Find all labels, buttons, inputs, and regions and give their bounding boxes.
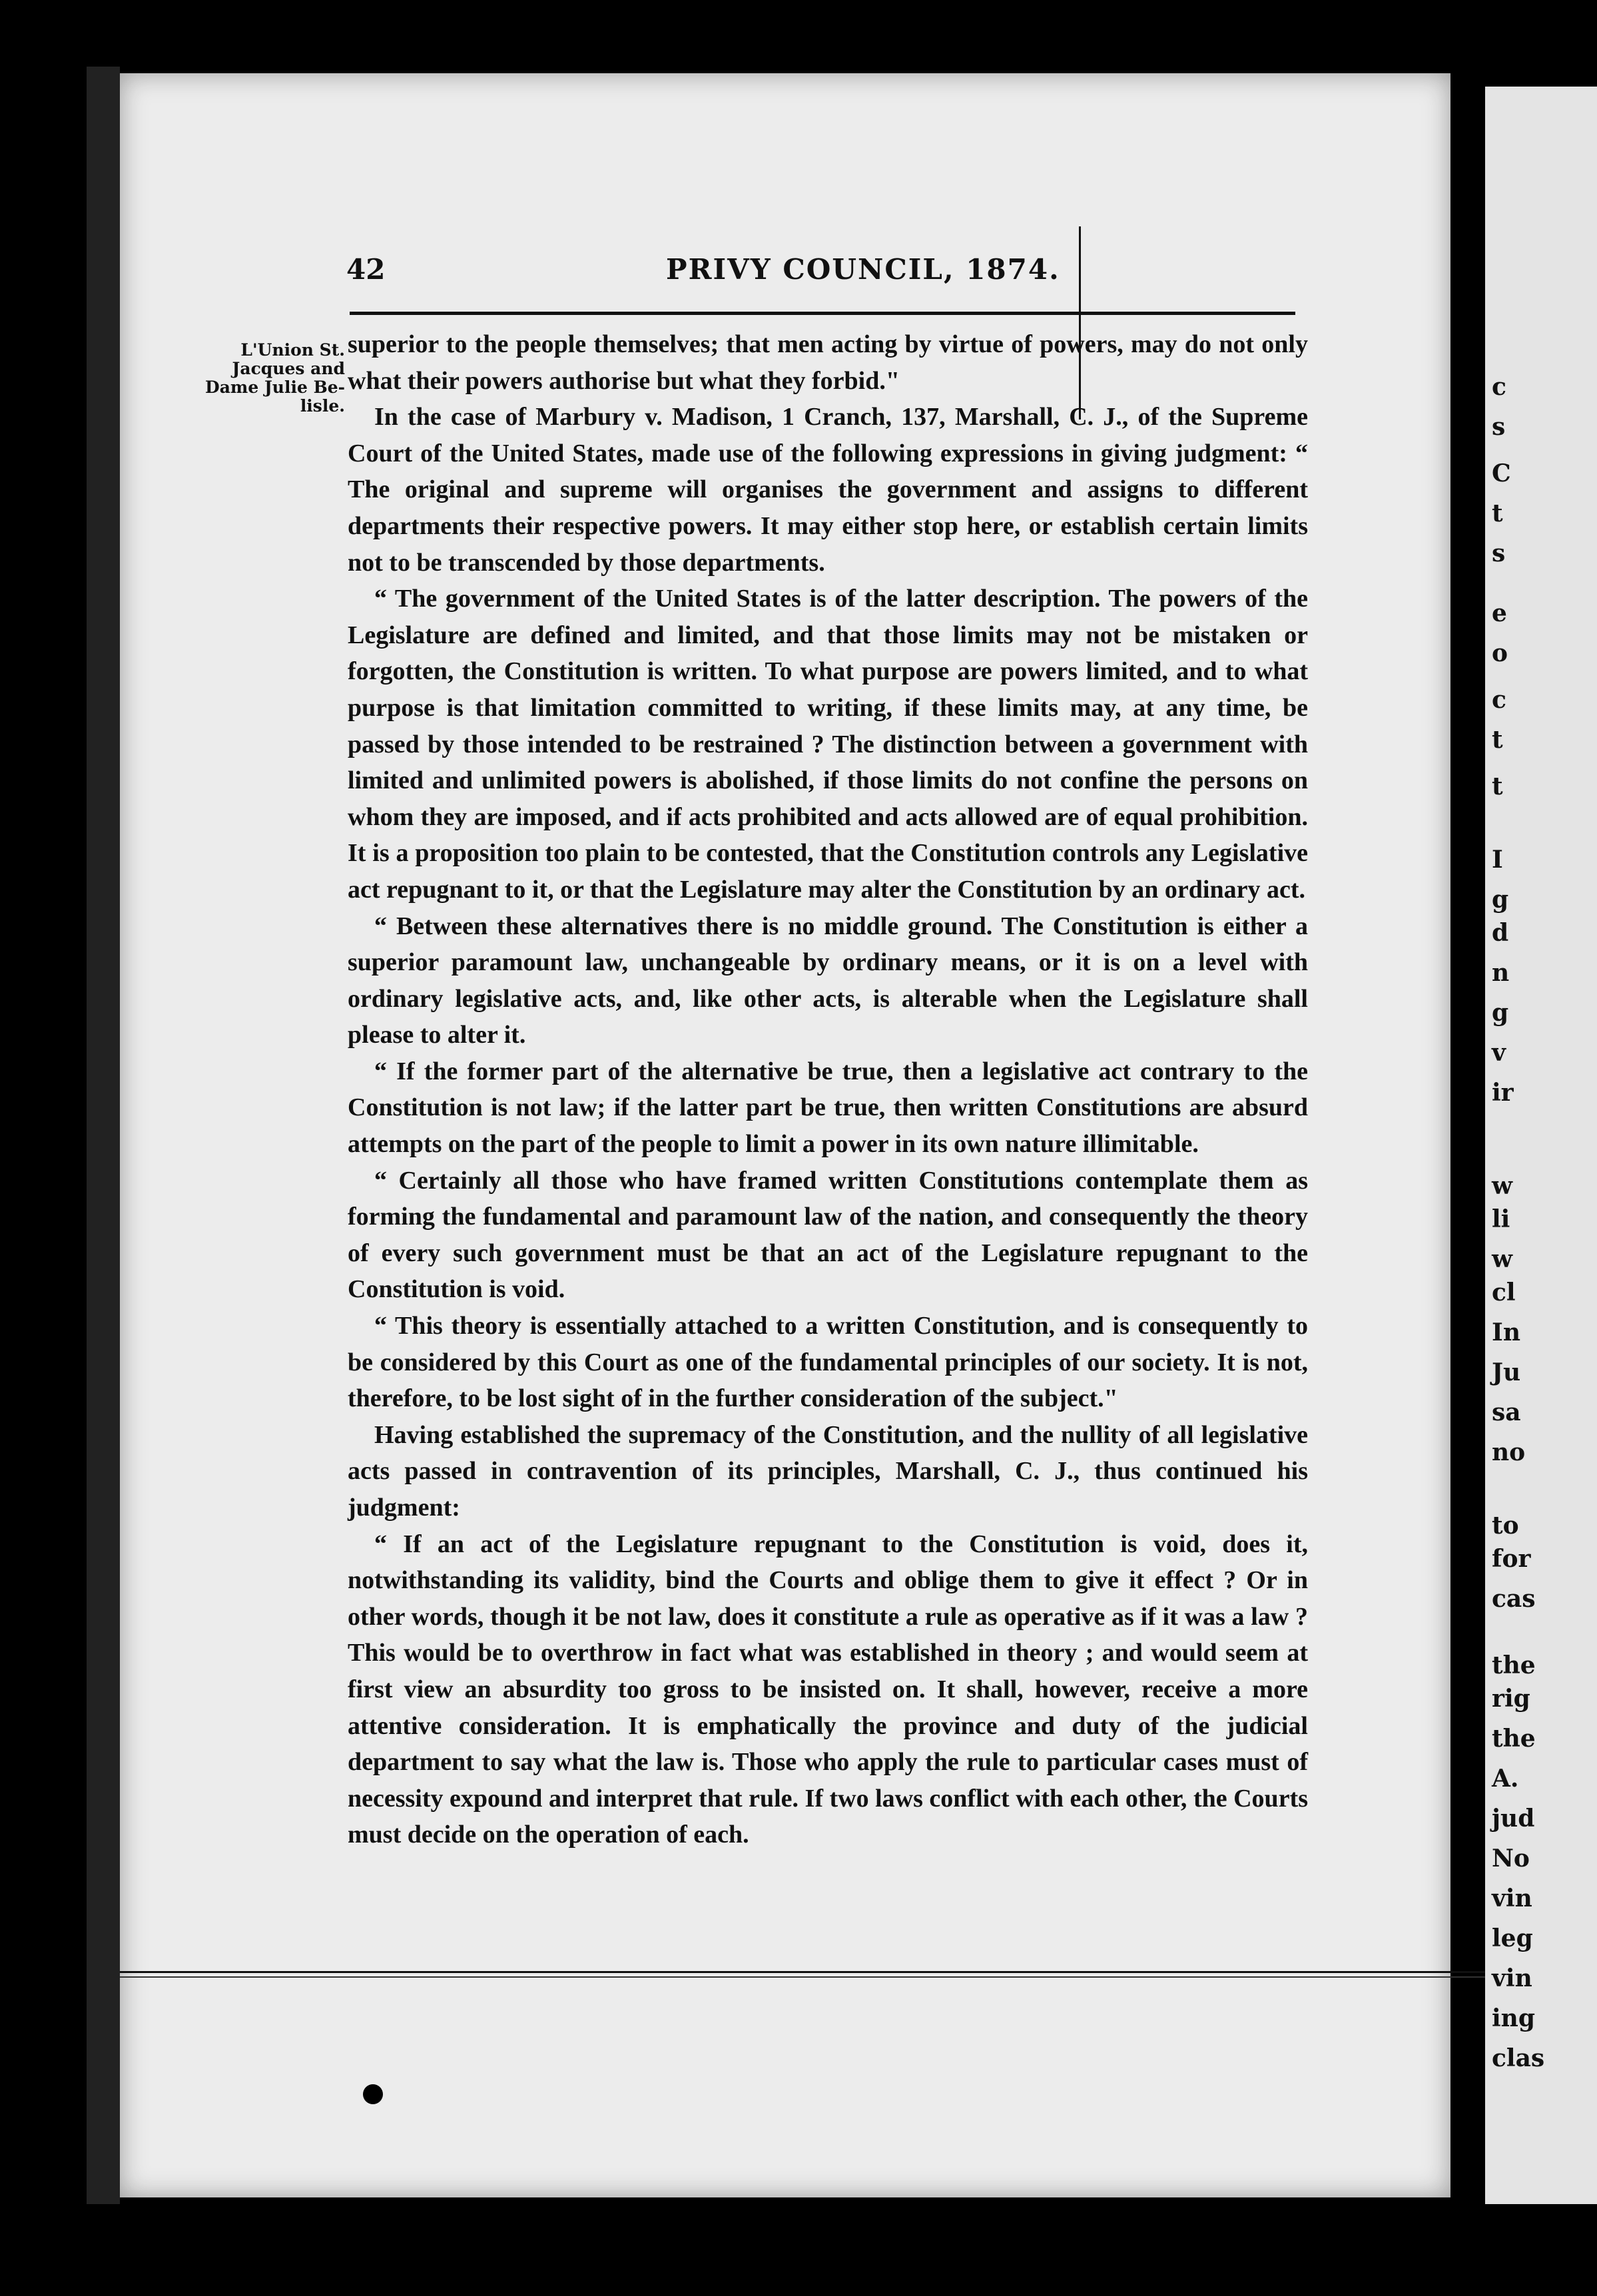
ink-blot [363,2084,383,2104]
page-number: 42 [346,253,386,286]
running-head: PRIVY COUNCIL, 1874. [666,253,1060,286]
paragraph: “ Certainly all those who have framed written Constitutions contemplate them as forming the fundamental and paramount law of the nation, and consequently the theory of every such government must be that an act of the Legislature repugnant to the Constitution is void. [348,1166,1308,1304]
facing-page-fragment: the [1492,1725,1536,1753]
facing-page-fragment: d [1492,919,1509,947]
facing-page-fragment: C [1492,459,1511,487]
body-text [348,326,1308,1853]
facing-page-fragment: ir [1492,1079,1514,1107]
paragraph: Having established the supremacy of the Constitution, and the nullity of all legislative acts passed in contravention of its principles, Marshall, C. J., thus continued his judgment: [348,1420,1308,1522]
facing-page-fragment: the [1492,1651,1536,1679]
facing-page-fragment: s [1492,413,1506,441]
paragraph: “ Between these alternatives there is no middle ground. The Constitution is either a superior paramount law, unchangeable by ordinary means, or it is on a level with ordinary legislative acts, and, like other acts, is alterable when the Legislature shall please to alter it. [348,912,1308,1049]
marginal-note-line: Jacques and [232,359,345,378]
facing-page-fragment: no [1492,1438,1526,1466]
facing-page-fragment: A. [1492,1765,1519,1793]
paragraph: superior to the people themselves; that men acting by virtue of powers, may do not only what their powers authorise but what they forbid." [348,330,1308,395]
scan-artifact-line [120,1971,1485,1973]
facing-page-edge [1485,87,1597,2204]
facing-page-fragment: v [1492,1039,1506,1067]
facing-page-fragment: to [1492,1512,1519,1540]
facing-page-fragment: vin [1492,1964,1532,1992]
facing-page-fragment: In [1492,1318,1521,1346]
paragraph: “ This theory is essentially attached to a written Constitution, and is consequently to be considered by this Court as one of the fundamental principles of our society. It is not, therefore, to be lost sight of in the further consideration of the subject." [348,1312,1308,1413]
facing-page-fragment: c [1492,373,1506,401]
facing-page-fragment: cl [1492,1279,1516,1306]
facing-page-fragment: w [1492,1172,1512,1200]
marginal-note [192,341,345,416]
facing-page-fragment: sa [1492,1398,1521,1426]
facing-page-fragment: g [1492,886,1509,914]
facing-page-fragment: ing [1492,2004,1536,2032]
facing-page-fragment: vin [1492,1884,1532,1912]
facing-page-fragment: clas [1492,2044,1545,2072]
paragraph: “ If the former part of the alternative be true, then a legislative act contrary to the Constitution is not law; if the latter part be true, then written Constitutions are absurd attempts on the part of the people to limit a power in its own nature illimitable. [348,1057,1308,1159]
facing-page-fragment: c [1492,686,1506,714]
facing-page-fragment: No [1492,1845,1530,1872]
facing-page-fragment: t [1492,726,1503,754]
paragraph: “ The government of the United States is of the latter description. The powers of the Legislature are defined and limited, and that those limits may not be mistaken or forgotten, the Constitution is written. To what purpose are powers limited, and to what purpose is that limitation committed to writing, if these limits may, at any time, be passed by those intended to be restrained ? The distinction between a government with limited and unlimited powers is abolished, if those limits do not confine the persons on whom they are imposed, and if acts prohibited and acts allowed are of equal prohibition. It is a proposition too plain to be contested, that the Constitution controls any Legislative act repugnant to it, or that the Legislature may alter the Constitution by an ordinary act. [348,585,1308,904]
facing-page-fragment: for [1492,1545,1531,1573]
marginal-note-line: L'Union St. [240,340,345,360]
marginal-note-line: lisle. [300,396,345,416]
facing-page-fragment: t [1492,772,1503,800]
facing-page-fragment: t [1492,499,1503,527]
page-header [346,253,1305,293]
marginal-note-line: Dame Julie Be- [205,378,345,397]
facing-page-fragment: n [1492,959,1510,987]
paragraph: In the case of Marbury v. Madison, 1 Cranch, 137, Marshall, C. J., of the Supreme Court of the United States, made use of the following expressions in giving judgment: “ The original and supreme will organises the government and assigns to different departments their respective powers. It may either stop here, or establish certain limits not to be transcended by those departments. [348,403,1308,577]
facing-page-fragment: rig [1492,1685,1530,1713]
paragraph: “ If an act of the Legislature repugnant to the Constitution is void, does it, notwithstanding its validity, bind the Courts and oblige them to give it effect ? Or in other words, though it be not law, does it constitute a rule as operative as if it was a law ? This would be to overthrow in fact what was established in theory ; and would seem at first view an absurdity too gross to be insisted on. It shall, however, receive a more attentive consideration. It is emphatically the province and duty of the judicial department to say what the law is. Those who apply the rule to particular cases must of necessity expound and interpret that rule. If two laws conflict with each other, the Courts must decide on the operation of each. [348,1530,1308,1849]
facing-page-fragment: g [1492,999,1509,1027]
facing-page-fragment: cas [1492,1585,1536,1613]
facing-page-fragment: I [1492,846,1503,874]
facing-page-fragment: jud [1492,1805,1535,1833]
facing-page-fragment: leg [1492,1924,1533,1952]
header-rule [350,312,1295,315]
facing-page-fragment: Ju [1492,1358,1521,1386]
scan-artifact-line [120,1976,1485,1978]
facing-page-fragment: li [1492,1205,1510,1233]
facing-page-fragment: w [1492,1245,1512,1273]
facing-page-fragment: s [1492,539,1506,567]
facing-page-fragment: e [1492,599,1507,627]
page-binding-shadow [87,67,120,2204]
facing-page-fragment: o [1492,639,1508,667]
